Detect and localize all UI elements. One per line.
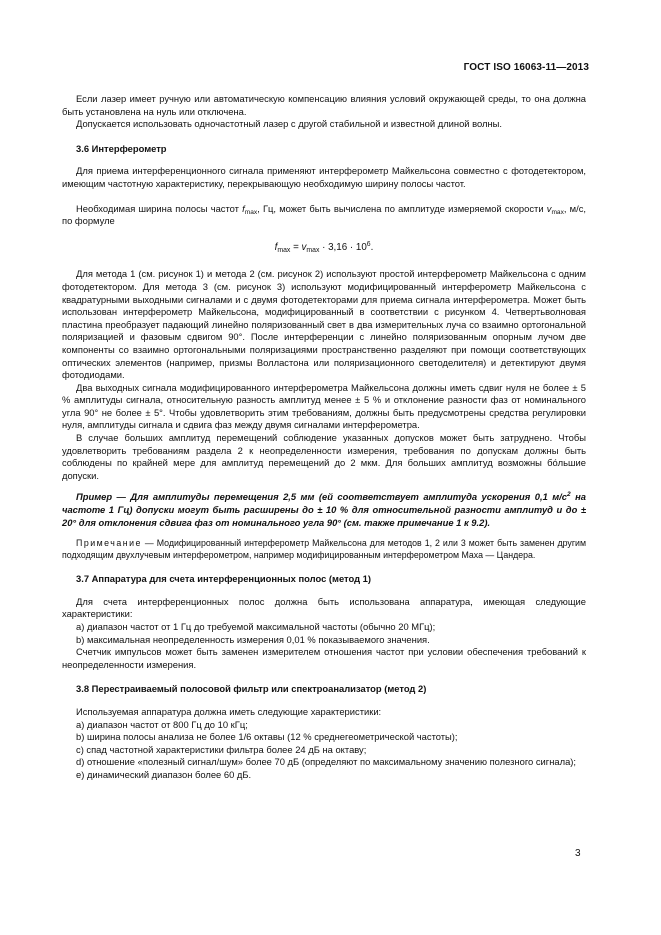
formula: $f_{max} = v_{max} \cdot 3,16 \cdot 10^6$. (274, 240, 374, 254)
page-number: 3 (575, 848, 581, 859)
list-item: b) ширина полосы анализа не более 1/6 октавы (12 % среднегеометрической частоты); (76, 731, 458, 743)
paragraph: Для счета интерференционных полос должна быть использована аппаратура, имеющая следующие характеристики: (62, 595, 586, 620)
paragraph: Для метода 1 (см. рисунок 1) и метода 2 (см. рисунок 2) используют простой интерферометр Майкельсона с одним фотодетектором. Для метода 3 (см. рисунок 3) используют модифицированный интерферометр Майкельсона с квадратурными выходными сигналами и с двумя фотодетекторами для приема сигнала интерферометра. Может быть использован интерферометр Майкельсона, модифицированный в соответствии с рисунком 4. Четвертьволновая пластина преобразует падающий линейно поляризованный свет в два измерительных луча со взаимно ортогональной поляризацией и фазовым сдвигом 90°. После интерференции с линейно поляризованным опорным лучом две компоненты со взаимно ортогональными поляризациями пространственно разделяют при помощи соответствующих оптических элементов (например, призмы Волластона или поляризационного светоделителя) и детектируют двумя фотодиодами. (62, 268, 586, 381)
paragraph: Два выходных сигнала модифицированного интерферометра Майкельсона должны иметь сдвиг нуля не более ± 5 % амплитуды сигнала, относительную разность амплитуд менее ± 5 % и отклонение разности фаз от номинального угла 90° не более ± 5°. Чтобы удовлетворить этим требованиям, должны быть предусмотрены средства регулировки нуля, амплитуды сигнала и сдвига фаз между двумя сигналами интерферометра. (62, 381, 586, 431)
paragraph: В случае больших амплитуд перемещений соблюдение указанных допусков может быть затруднено. Чтобы удовлетворить требованиям раздела 2 к неопределенности измерения, требования по допускам должны быть соблюдены по крайней мере для амплитуд перемещений до 2 мкм. Для больших амплитуд возможны бо́льшие допуски. (62, 432, 586, 481)
note-label: Примечание (76, 538, 142, 549)
paragraph: Используемая аппаратура должна иметь следующие характеристики: (76, 705, 382, 717)
document-id: ГОСТ ISO 16063-11—2013 (463, 62, 589, 73)
section-heading-3-7: 3.7 Аппаратура для счета интерференционных полос (метод 1) (76, 573, 372, 585)
section-heading-3-8: 3.8 Перестраиваемый полосовой фильтр или спектроанализатор (метод 2) (76, 683, 427, 695)
paragraph: Допускается использовать одночастотный лазер с другой стабильной и известной длиной волны. (76, 118, 503, 130)
list-item: c) спад частотной характеристики фильтра более 24 дБ на октаву; (76, 743, 367, 755)
list-item: d) отношение «полезный сигнал/шум» более 70 дБ (определяют по максимальному значению полезного сигнала); (76, 756, 577, 768)
list-item: b) максимальная неопределенность измерения 0,01 % показываемого значения. (76, 633, 430, 645)
page-content (62, 93, 586, 782)
paragraph: Для приема интерференционного сигнала применяют интерферометр Майкельсона совместно с фотодетектором, имеющим частотную характеристику, перекрывающую необходимую ширину полосы частот. (62, 165, 586, 189)
list-item: а) диапазон частот от 1 Гц до требуемой максимальной частоты (обычно 20 МГц); (76, 621, 436, 632)
list-item: e) динамический диапазон более 60 дБ. (76, 768, 252, 780)
paragraph: Необходимая ширина полосы частот $f_{max}$, Гц, может быть вычислена по амплитуде измеряемой скорости $v_{max}$, м/с, по формуле (62, 202, 586, 227)
section-heading-3-6: 3.6 Интерферометр (76, 142, 167, 154)
paragraph: Если лазер имеет ручную или автоматическую компенсацию влияния условий окружающей среды, то она должна быть установлена на нуль или отключена. (62, 93, 586, 117)
example-block: Пример — Для амплитуды перемещения 2,5 мм (ей соответствует амплитуда ускорения 0,1 $м/с^2$ на частоте 1 Гц) допуски могут быть расширены до ± 10 % для относительной разности амплитуд и до ± 20° для отклонения сдвига фаз от номинального угла 90° (см. также примечание 1 к 9.2). (62, 491, 587, 528)
note-block: Примечание — Модифицированный интерферометр Майкельсона для методов 1, 2 или 3 может быть заменен другим подходящим двухлучевым интерферометром, например модифицированным интерферометром Маха — Цандера. (62, 538, 586, 561)
paragraph: Счетчик импульсов может быть заменен измерителем отношения частот при условии обеспечения требований к неопределенности измерения. (62, 646, 586, 670)
list-item: а) диапазон частот от 800 Гц до 10 кГц; (76, 718, 248, 730)
